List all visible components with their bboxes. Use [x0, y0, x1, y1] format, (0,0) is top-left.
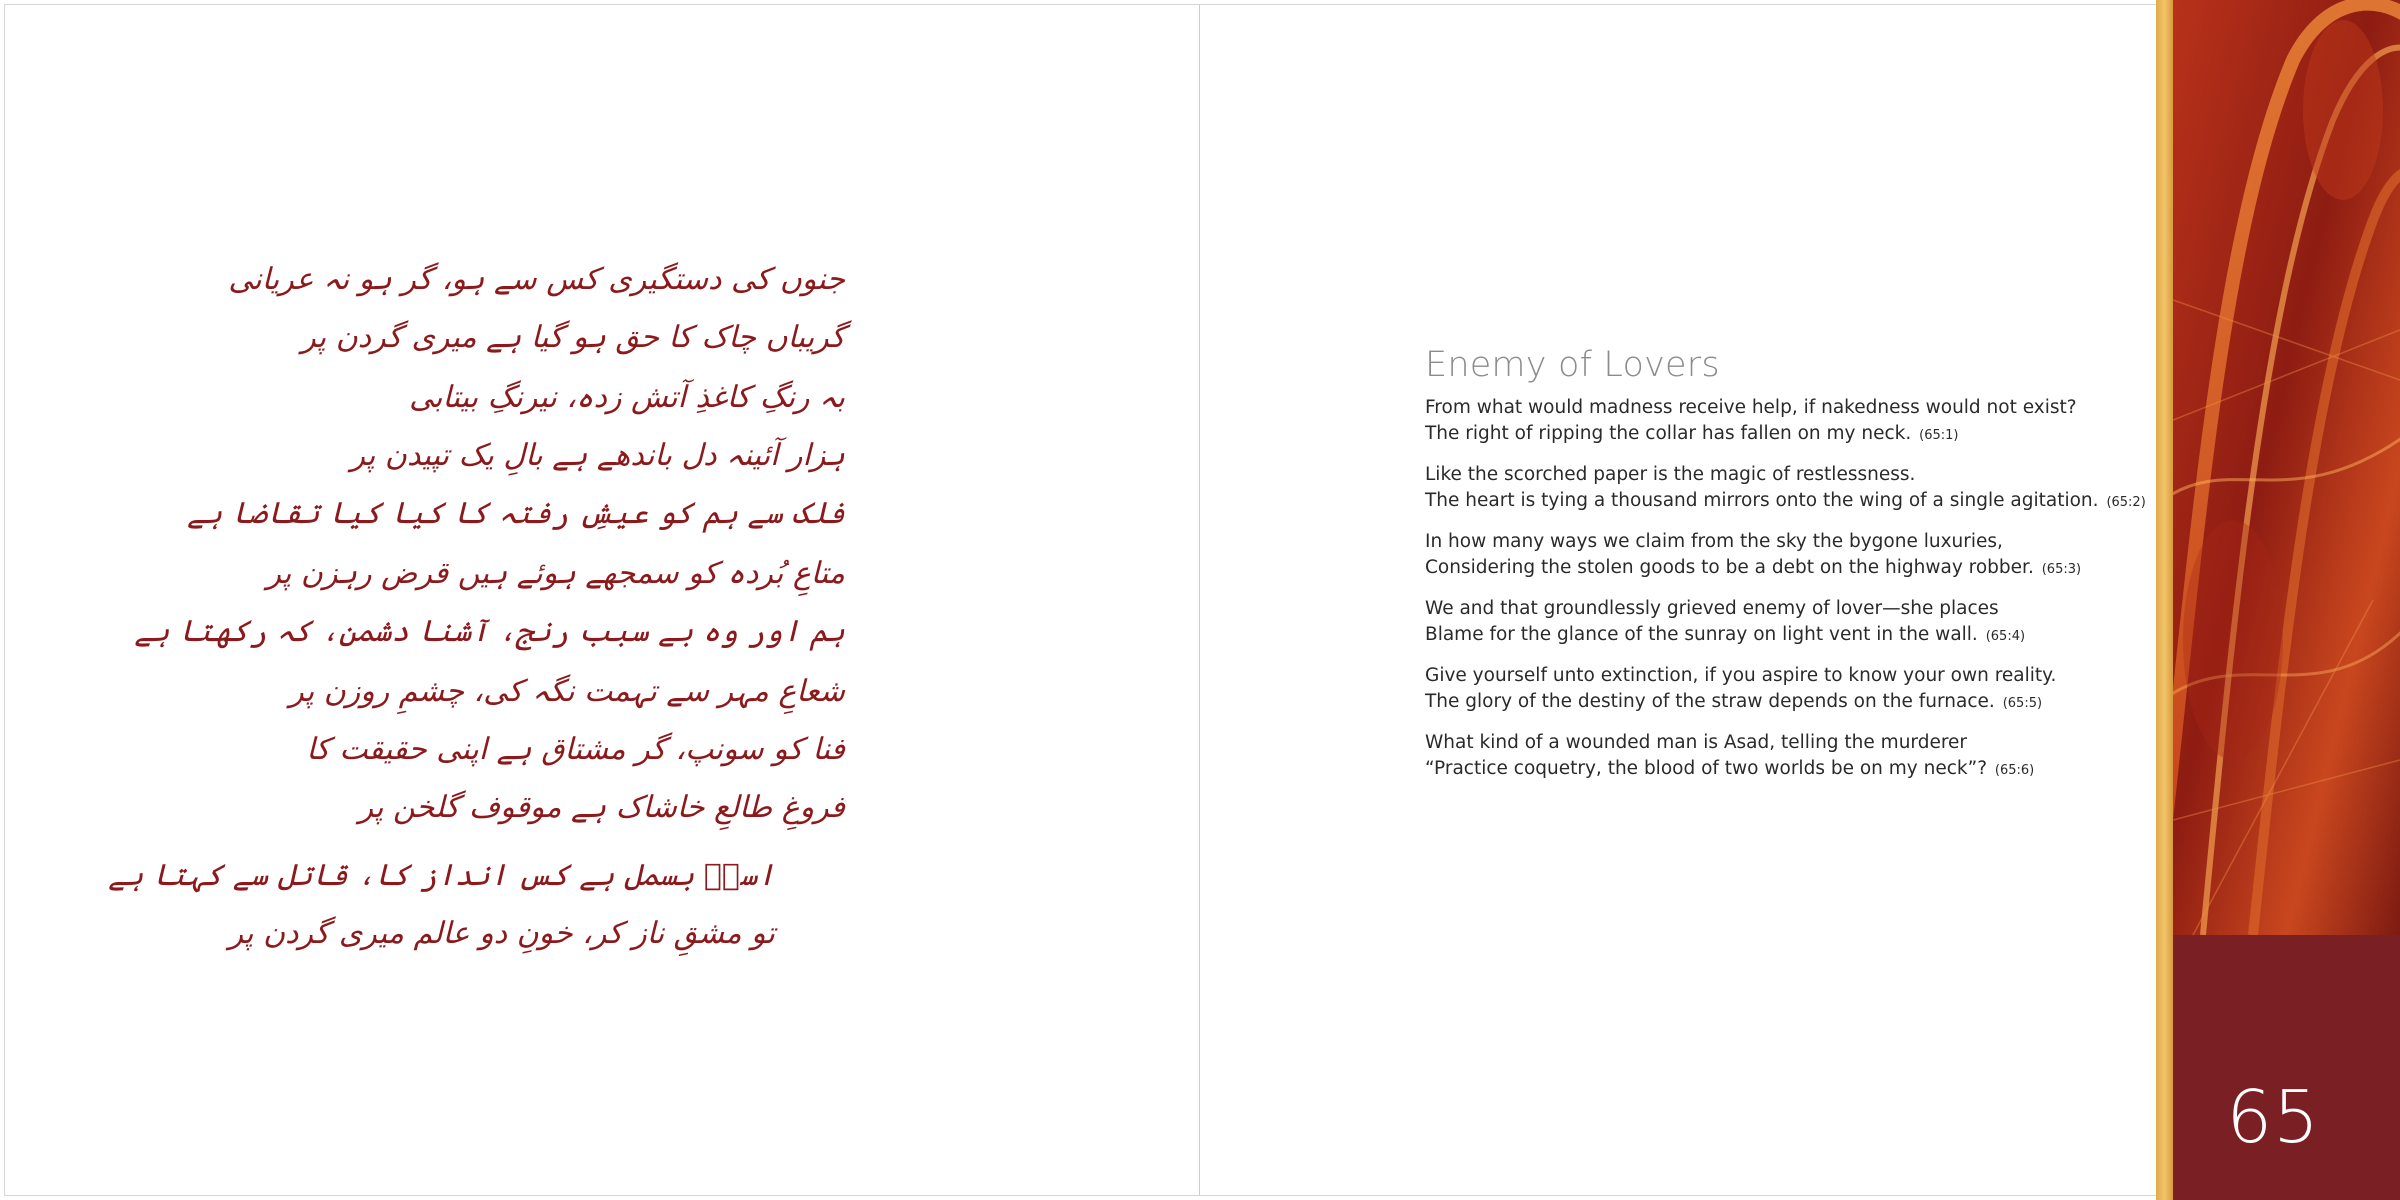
- abstract-artwork-image: [2173, 0, 2400, 935]
- couplet-line-1: In how many ways we claim from the sky the bygone luxuries,: [1425, 531, 2003, 552]
- couplet-line-2: The heart is tying a thousand mirrors onto the wing of a single agitation. (65:2): [1425, 490, 2146, 511]
- urdu-line: فنا کو سونپ، گر مشتاق ہے اپنی حقیقت کا: [306, 732, 845, 767]
- urdu-line: متاعِ بُردہ کو سمجھے ہوئے ہیں قرض رہزن پر: [266, 556, 845, 591]
- couplet-line-1: From what would madness receive help, if nakedness would not exist?: [1425, 397, 2077, 418]
- verse-reference: (65:3): [2041, 562, 2082, 577]
- couplet-line-2: The glory of the destiny of the straw depends on the furnace. (65:5): [1425, 691, 2043, 712]
- artwork-svg: [2173, 0, 2400, 935]
- couplet: [1425, 395, 2125, 449]
- urdu-line: گریباں چاک کا حق ہو گیا ہے میری گردن پر: [301, 320, 845, 355]
- couplet: [1425, 529, 2125, 583]
- verse-reference: (65:2): [2106, 495, 2146, 510]
- urdu-line: ہم اور وہ بے سبب رنج، آشنا دشمن، کہ رکھتا ہے: [134, 614, 845, 649]
- verse-reference: (65:5): [2002, 696, 2043, 711]
- couplet-line-1: Like the scorched paper is the magic of restlessness.: [1425, 464, 1916, 485]
- page-number-block: [2173, 935, 2400, 1200]
- verse-reference: (65:1): [1919, 428, 1959, 443]
- gold-border-strip: [2156, 0, 2173, 1200]
- urdu-line: فروغِ طالعِ خاشاک ہے موقوف گلخن پر: [358, 790, 845, 825]
- couplet-line-1: We and that groundlessly grieved enemy of lover—she places: [1425, 598, 1999, 619]
- couplet: [1425, 730, 2125, 784]
- couplet-line-1: Give yourself unto extinction, if you aspire to know your own reality.: [1425, 665, 2057, 686]
- couplet: [1425, 596, 2125, 650]
- left-page: [5, 5, 1200, 1195]
- urdu-line: تو مشقِ ناز کر، خونِ دو عالم میری گردن پر: [228, 916, 775, 951]
- urdu-line: شعاعِ مہر سے تہمت نگہ کی، چشمِ روزن پر: [289, 674, 845, 709]
- page-number: 65: [2226, 1075, 2320, 1159]
- verse-reference: (65:4): [1985, 629, 2026, 644]
- couplet-line-1: What kind of a wounded man is Asad, telling the murderer: [1425, 732, 1968, 753]
- poem-title: Enemy of Lovers: [1425, 345, 1720, 385]
- couplet: [1425, 663, 2125, 717]
- decorative-side-panel: [2156, 0, 2400, 1200]
- couplet: [1425, 462, 2146, 516]
- urdu-line: جنوں کی دستگیری کس سے ہو، گر ہو نہ عریانی: [228, 262, 845, 297]
- urdu-line: فلک سے ہم کو عیشِ رفتہ کا کیا کیا تقاضا ہے: [187, 496, 845, 531]
- verse-reference: (65:6): [1994, 763, 2035, 778]
- urdu-line: اسدؔ بسمل ہے کس انداز کا، قاتل سے کہتا ہے: [108, 858, 775, 893]
- couplet-line-2: Considering the stolen goods to be a debt on the highway robber. (65:3): [1425, 557, 2082, 578]
- couplet-line-2: The right of ripping the collar has fallen on my neck. (65:1): [1425, 423, 1959, 444]
- urdu-line: بہ رنگِ کاغذِ آتش زدہ، نیرنگِ بیتابی: [409, 380, 845, 415]
- couplet-line-2: “Practice coquetry, the blood of two worlds be on my neck”? (65:6): [1425, 758, 2035, 779]
- english-translation: [1425, 345, 2146, 797]
- urdu-line: ہزار آئینہ دل باندھے ہے بالِ یک تپیدن پر: [350, 438, 845, 473]
- couplet-line-2: Blame for the glance of the sunray on light vent in the wall. (65:4): [1425, 624, 2026, 645]
